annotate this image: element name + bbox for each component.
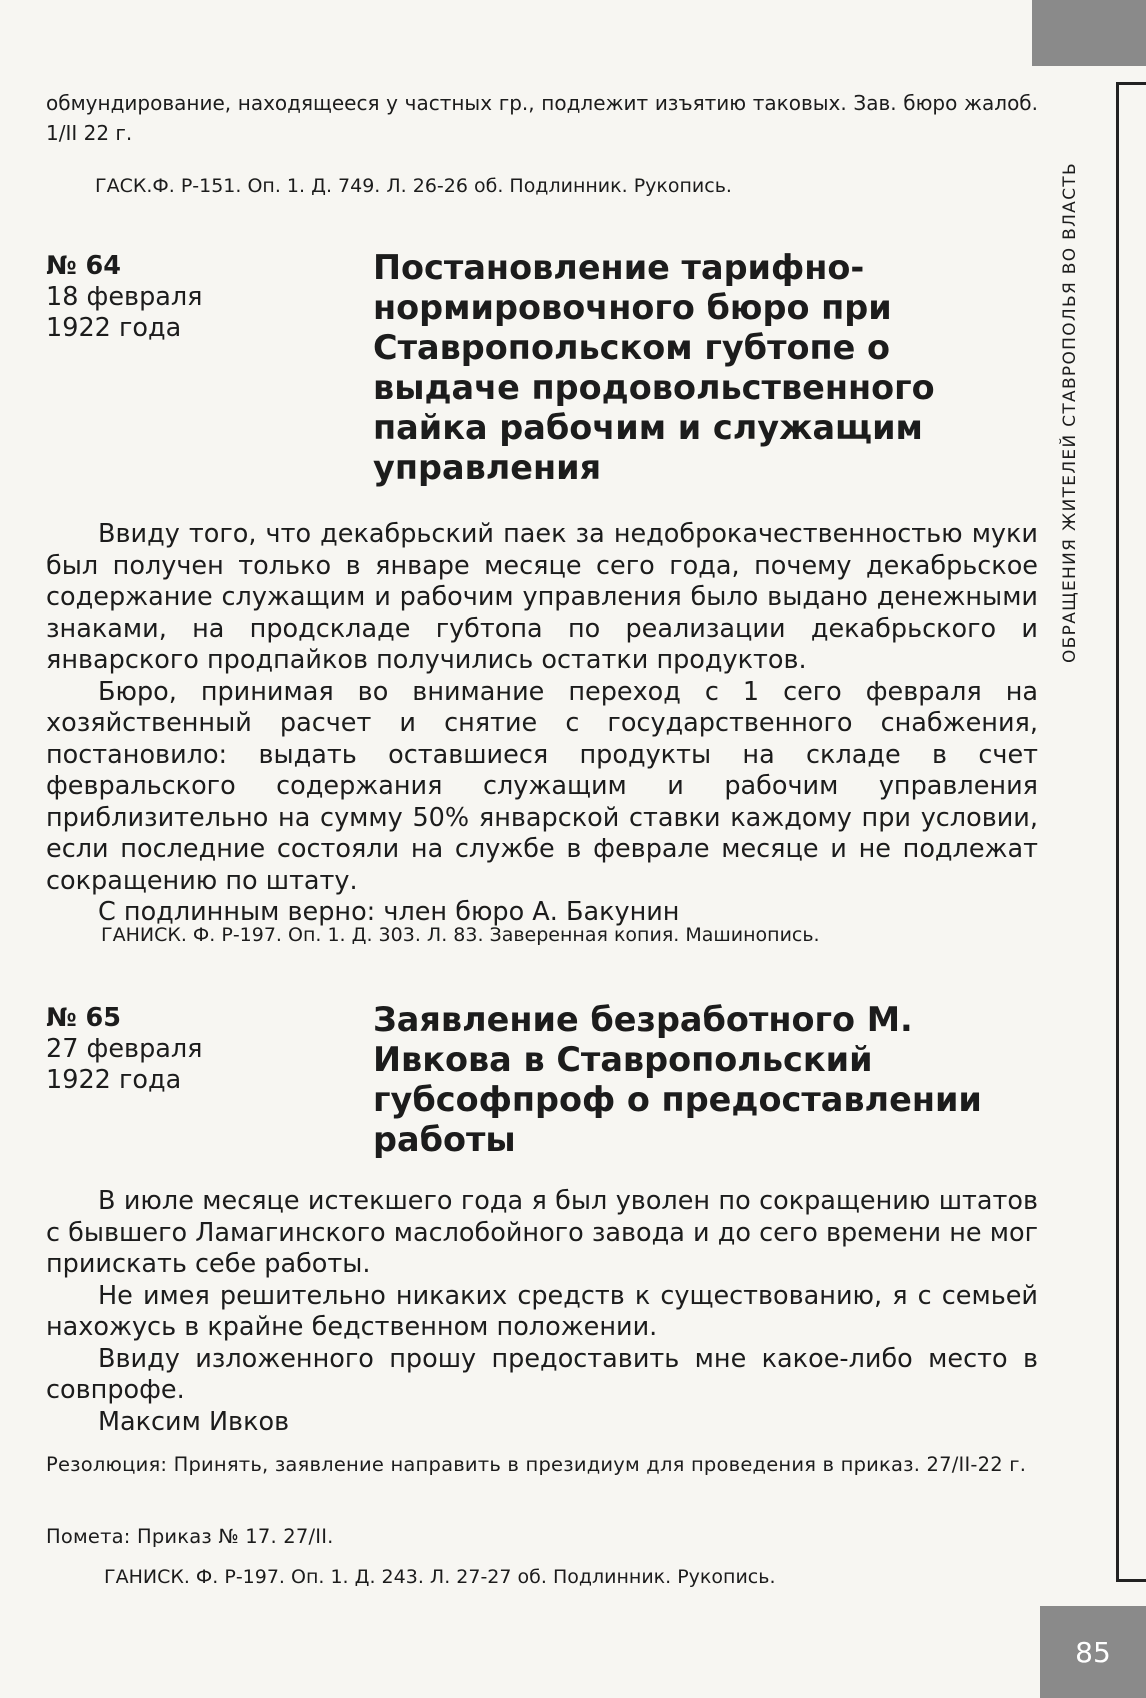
doc64-title: Постановление тарифно-нормировочного бюро при Ставропольском губтопе о выдаче продовольственного пайка рабочим и служащим управления bbox=[373, 248, 935, 487]
page-number: 85 bbox=[1040, 1606, 1146, 1698]
intro-block bbox=[46, 88, 1038, 148]
doc64-date-line1: 18 февраля bbox=[46, 282, 203, 312]
doc64-source: ГАНИСК. Ф. Р-197. Оп. 1. Д. 303. Л. 83. Заверенная копия. Машинопись. bbox=[101, 924, 820, 946]
doc65-source-block bbox=[104, 1564, 1096, 1590]
doc65-number: № 65 bbox=[46, 1003, 122, 1033]
doc65-notes bbox=[46, 1451, 1038, 1479]
doc65-mark-block bbox=[46, 1523, 1038, 1551]
running-title: ОБРАЩЕНИЯ ЖИТЕЛЕЙ СТАВРОПОЛЬЯ ВО ВЛАСТЬ bbox=[1060, 162, 1080, 663]
doc64-source-block bbox=[101, 922, 1093, 948]
intro-text: обмундирование, находящееся у частных гр., подлежит изъятию таковых. Зав. бюро жалоб. 1/II 22 г. bbox=[46, 91, 1038, 145]
doc65-date-line1: 27 февраля bbox=[46, 1034, 203, 1064]
doc65-body bbox=[46, 1186, 1038, 1438]
doc65-signature: Максим Ивков bbox=[98, 1406, 290, 1437]
doc65-date-line2: 1922 года bbox=[46, 1065, 182, 1095]
doc65-para3: Ввиду изложенного прошу предоставить мне какое-либо место в совпрофе. bbox=[46, 1343, 1038, 1405]
doc64-number: № 64 bbox=[46, 251, 122, 281]
doc65-meta bbox=[46, 1003, 286, 1096]
doc64-signature: С подлинным верно: член бюро А. Бакунин bbox=[98, 897, 680, 927]
doc65-para2: Не имея решительно никаких средств к существованию, я с семьей нахожусь в крайне бедственном положении. bbox=[46, 1280, 1038, 1342]
doc64-para2: Бюро, принимая во внимание переход с 1 сего февраля на хозяйственный расчет и снятие с государственного снабжения, постановило: выдать оставшиеся продукты на складе в счет февральского содержания служащим и рабочим управления приблизительно на сумму 50% январской ставки каждому при условии, если последние состояли на службе в феврале месяце и не подлежат сокращению по штату. bbox=[46, 676, 1038, 896]
doc64-meta bbox=[46, 251, 286, 344]
doc64-date-line2: 1922 года bbox=[46, 313, 182, 343]
doc65-para1: В июле месяце истекшего года я был уволен по сокращению штатов с бывшего Ламагинского маслобойного завода и до сего времени не мог приискать себе работы. bbox=[46, 1186, 1038, 1279]
corner-tab bbox=[1032, 0, 1146, 66]
intro-source-block bbox=[95, 173, 1087, 199]
doc65-resolution: Резолюция: Принять, заявление направить в президиум для проведения в приказ. 27/II-22 г. bbox=[46, 1453, 1027, 1476]
side-frame bbox=[1116, 82, 1146, 1582]
doc65-title: Заявление безработного М. Ивкова в Ставропольский губсофпроф о предоставлении работы bbox=[373, 1000, 982, 1159]
doc64-para1: Ввиду того, что декабрьский паек за недоброкачественностью муки был получен только в январе месяце сего года, почему декабрьское содержание служащим и рабочим управления было выдано денежными знаками, на продскладе губтопа по реализации декабрьского и январского продпайков получились остатки продуктов. bbox=[46, 519, 1038, 675]
doc64-body bbox=[46, 519, 1038, 929]
doc65-source: ГАНИСК. Ф. Р-197. Оп. 1. Д. 243. Л. 27-27 об. Подлинник. Рукопись. bbox=[104, 1566, 776, 1588]
doc65-mark: Помета: Приказ № 17. 27/II. bbox=[46, 1525, 334, 1548]
intro-source: ГАСК.Ф. Р-151. Оп. 1. Д. 749. Л. 26-26 об. Подлинник. Рукопись. bbox=[95, 175, 732, 197]
